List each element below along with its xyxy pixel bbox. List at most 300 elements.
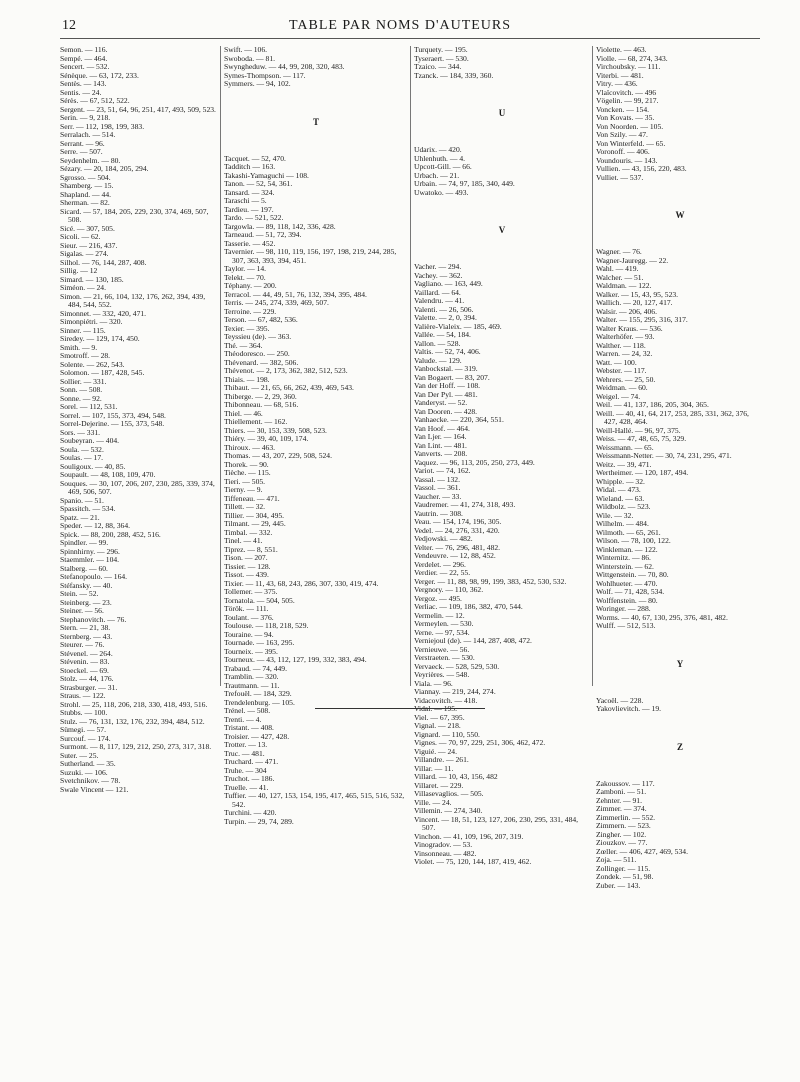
- index-entry: Thévenard. — 382, 506.: [224, 357, 299, 367]
- index-entry: Viala. — 96.: [414, 678, 453, 688]
- index-entry: Viannay. — 219, 244, 274.: [414, 687, 496, 696]
- entry-list: [414, 146, 590, 197]
- index-entry: Strohl. — 25, 118, 206, 218, 330, 418, 493, 516.: [60, 699, 208, 709]
- index-entry: Wertheimer. — 120, 187, 494.: [596, 468, 689, 477]
- index-entry: Surmont. — 8, 117, 129, 212, 250, 273, 317, 318.: [60, 742, 212, 751]
- index-entry: Van Bogaert. — 83, 207.: [414, 372, 490, 382]
- index-entry: Siredey. — 129, 174, 450.: [60, 334, 140, 343]
- index-entry: Serin. — 9, 218.: [60, 113, 111, 122]
- index-entry: Smotroff. — 28.: [60, 351, 111, 360]
- index-entry: Serr. — 112, 198, 199, 383.: [60, 121, 145, 131]
- index-entry: Simard. — 130, 185.: [60, 274, 124, 284]
- index-entry: Udarix. — 420.: [414, 145, 462, 154]
- page-title: TABLE PAR NOMS D'AUTEURS: [288, 18, 512, 33]
- index-entry: Tillier. — 304, 495.: [224, 510, 285, 520]
- index-entry: Zehnter. — 91.: [596, 795, 642, 805]
- index-entry: Villard. — 10, 43, 156, 482: [414, 772, 498, 781]
- index-entry: Vervaeck. — 528, 529, 530.: [414, 661, 500, 671]
- index-entry: Vincent. — 18, 51, 123, 127, 206, 230, 295, 331, 484, 507.: [414, 814, 579, 832]
- index-entry: Weitz. — 39, 471.: [596, 459, 652, 469]
- index-entry: Waldman. — 122.: [596, 281, 652, 290]
- index-entry: Tiprez. — 8, 551.: [224, 544, 278, 554]
- index-entry: Vermelin. — 12.: [414, 610, 465, 620]
- index-entry: Terson. — 67, 482, 536.: [224, 315, 298, 324]
- index-entry: Whipple. — 32.: [596, 476, 645, 486]
- index-entry: Zœller. — 406, 427, 469, 534.: [596, 846, 688, 856]
- index-entry: Valette. — 2, 0, 394.: [414, 313, 477, 322]
- index-entry: Viterbi. — 481.: [596, 70, 644, 80]
- index-entry: Taraschi — 5.: [224, 196, 267, 205]
- index-entry: Sternberg. — 43.: [60, 631, 113, 641]
- index-entry: Verne. — 97, 534.: [414, 627, 470, 637]
- index-entry: Vignard. — 110, 550.: [414, 729, 480, 739]
- index-entry: Vergoz. — 495.: [414, 593, 462, 603]
- index-entry: Souques. — 30, 107, 206, 207, 230, 285, 339, 374, 469, 506, 507.: [60, 478, 215, 496]
- entry-list: [596, 46, 764, 182]
- entry-list: [224, 46, 408, 89]
- index-entry: Simon. — 21, 66, 104, 132, 176, 262, 394, 439, 484, 544, 552.: [60, 291, 206, 309]
- index-entry: Swift. — 106.: [224, 45, 268, 54]
- column-3: [414, 46, 590, 1046]
- index-entry: Violle. — 68, 274, 343.: [596, 53, 668, 63]
- index-entry: Weissmann. — 65.: [596, 442, 654, 452]
- index-entry: Tourneux. — 43, 112, 127, 199, 332, 383, 494.: [224, 655, 367, 664]
- index-entry: Turquety. — 195.: [414, 45, 468, 54]
- index-entry: Vautrin. — 308.: [414, 508, 463, 518]
- section-letter-t: T: [312, 116, 319, 127]
- index-entry: Vidal. — 195.: [414, 704, 457, 713]
- index-entry: Tramblin. — 320.: [224, 672, 279, 681]
- index-entry: Vitry. — 436.: [596, 79, 638, 88]
- index-entry: Swyngheduw. — 44, 99, 208, 320, 483.: [224, 62, 345, 71]
- index-entry: Wilson. — 78, 100, 122.: [596, 536, 671, 545]
- index-entry: Steiner. — 56.: [60, 606, 104, 615]
- index-entry: Tasserie. — 452.: [224, 238, 276, 248]
- index-entry: Tansard. — 324.: [224, 187, 275, 197]
- index-entry: Weil. — 41, 137, 186, 205, 304, 365.: [596, 400, 709, 409]
- index-entry: Targowla. — 89, 118, 142, 336, 428.: [224, 221, 336, 231]
- index-entry: Von Kovats. — 35.: [596, 113, 655, 122]
- index-entry: Sherman. — 82.: [60, 198, 110, 207]
- index-entry: Thibaut. — 21, 65, 66, 262, 439, 469, 543.: [224, 383, 354, 392]
- index-entry: Tanon. — 52, 54, 361.: [224, 179, 293, 188]
- index-entry: Uwatoko. — 493.: [414, 187, 469, 197]
- index-entry: Takashi-Yamaguchi — 108.: [224, 170, 309, 180]
- index-entry: Zimmern. — 523.: [596, 821, 651, 830]
- index-entry: Toulant. — 376.: [224, 612, 274, 622]
- index-entry: Spassitch. — 534.: [60, 504, 116, 513]
- index-entry: Verdier. — 22, 55.: [414, 568, 471, 577]
- index-entry: Taylor. — 14.: [224, 264, 267, 273]
- index-entry: Swale Vincent — 121.: [60, 784, 129, 794]
- entry-list: [60, 46, 218, 794]
- index-entry: Spinnhirny. — 296.: [60, 546, 120, 556]
- index-entry: Verliac. — 109, 186, 382, 470, 544.: [414, 602, 523, 611]
- index-entry: Sicard. — 57, 184, 205, 229, 230, 374, 469, 507, 508.: [60, 206, 209, 224]
- index-entry: Weiss. — 47, 48, 65, 75, 329.: [596, 434, 687, 443]
- index-entry: Soupault. — 48, 108, 109, 470.: [60, 470, 156, 479]
- index-entry: Vinsonneau. — 482.: [414, 848, 477, 858]
- index-entry: Tillett. — 32.: [224, 502, 266, 511]
- index-entry: Sergent. — 23, 51, 64, 96, 251, 417, 493, 509, 523.: [60, 104, 216, 114]
- index-entry: Zimmer. — 374.: [596, 804, 647, 813]
- index-entry: Van Hoof. — 464.: [414, 423, 470, 433]
- index-entry: Wulff. — 512, 513.: [596, 621, 656, 630]
- index-entry: Théodoresco. — 250.: [224, 349, 290, 358]
- index-entry: Sinner. — 115.: [60, 325, 106, 335]
- index-entry: Serre. — 507.: [60, 147, 103, 156]
- index-entry: Verniejoul (de). — 144, 287, 408, 472.: [414, 636, 532, 645]
- index-entry: Sérès. — 67, 512, 522.: [60, 96, 130, 105]
- index-entry: Tiffeneau. — 471.: [224, 493, 280, 503]
- index-entry: Vernieuwe. — 56.: [414, 644, 470, 654]
- index-entry: Vallée. — 54, 184.: [414, 330, 471, 339]
- index-entry: Terris. — 245, 274, 339, 469, 507.: [224, 298, 329, 307]
- entry-list: [224, 155, 408, 827]
- index-entry: Shamberg. — 15.: [60, 181, 114, 190]
- index-entry: Tierny. — 9.: [224, 485, 263, 494]
- index-entry: Tinel. — 41.: [224, 536, 263, 545]
- index-entry: Thiers. — 30, 153, 339, 508, 523.: [224, 425, 327, 435]
- index-entry: Valude. — 129.: [414, 355, 462, 365]
- index-entry: Serrant. — 96.: [60, 138, 105, 148]
- index-entry: Vaudremer. — 41, 274, 318, 493.: [414, 500, 516, 509]
- index-entry: Truc. — 481.: [224, 748, 265, 758]
- index-entry: Truchot. — 186.: [224, 774, 275, 783]
- index-entry: Stolz. — 44, 176.: [60, 674, 114, 683]
- index-entry: Touraine. — 94.: [224, 629, 274, 639]
- index-entry: Winternitz. — 86.: [596, 553, 651, 562]
- index-entry: Tavernier. — 98, 110, 119, 156, 197, 198, 219, 244, 285, 307, 363, 393, 394, 451.: [224, 247, 397, 265]
- index-entry: Török. — 111.: [224, 604, 269, 613]
- index-entry: Simonpiétri. — 320.: [60, 317, 123, 326]
- index-entry: Villandre. — 261.: [414, 755, 469, 764]
- index-entry: Wilhelm. — 484.: [596, 519, 649, 528]
- index-entry: Wahl. — 419.: [596, 264, 639, 273]
- index-entry: Vinchon. — 41, 109, 196, 207, 319.: [414, 831, 524, 841]
- index-entry: Zakoussov. — 117.: [596, 778, 655, 788]
- index-entry: Thiéry. — 39, 40, 109, 174.: [224, 434, 309, 443]
- index-entry: Stephanovitch. — 76.: [60, 614, 127, 624]
- index-entry: Von Winterfeld. — 65.: [596, 138, 666, 148]
- index-entry: Thé. — 364.: [224, 340, 263, 350]
- index-entry: Vedjowski. — 482.: [414, 534, 473, 543]
- index-entry: Vögelin. — 99, 217.: [596, 96, 659, 105]
- index-entry: Vinogradov. — 53.: [414, 840, 473, 849]
- index-entry: Truelle. — 41.: [224, 782, 269, 792]
- index-entry: Valenti. — 26, 506.: [414, 304, 474, 314]
- index-entry: Voncken. — 154.: [596, 104, 650, 114]
- index-entry: Villar. — 11.: [414, 763, 454, 773]
- index-entry: Turchini. — 420.: [224, 808, 277, 817]
- index-entry: Vedel. — 24, 276, 331, 420.: [414, 525, 500, 535]
- index-entry: Soula. — 532.: [60, 444, 104, 454]
- index-entry: Thévenot. — 2, 173, 362, 382, 512, 523.: [224, 366, 348, 375]
- index-entry: Walter. — 155, 295, 316, 317.: [596, 315, 688, 324]
- index-entry: Sorrel-Dejerine. — 155, 373, 548.: [60, 419, 165, 428]
- index-entry: Zimmerlin. — 552.: [596, 812, 656, 822]
- index-entry: Trendelenburg. — 105.: [224, 697, 295, 707]
- index-entry: Stubbs. — 100.: [60, 708, 108, 717]
- index-entry: Zoja. — 511.: [596, 855, 637, 864]
- index-entry: Wilmoth. — 65, 261.: [596, 527, 661, 537]
- index-entry: Vachey. — 362.: [414, 270, 463, 280]
- index-entry: Tison. — 207.: [224, 553, 268, 562]
- index-entry: Sorel. — 112, 531.: [60, 402, 118, 411]
- entry-list: [596, 780, 764, 891]
- index-entry: Siméon. — 24.: [60, 283, 106, 292]
- index-entry: Van Der Pyl. — 481.: [414, 389, 478, 399]
- index-entry: Tardieu. — 197.: [224, 204, 274, 214]
- index-entry: Surcouf. — 174.: [60, 733, 111, 743]
- index-entry: Sigalas. — 274.: [60, 249, 109, 258]
- column-4: [596, 46, 764, 1046]
- index-entry: Worms. — 40, 67, 130, 295, 376, 481, 482.: [596, 612, 728, 622]
- index-entry: Weidman. — 60.: [596, 383, 648, 392]
- index-entry: Stévenin. — 83.: [60, 657, 110, 666]
- index-entry: Vanverts. — 208.: [414, 449, 468, 458]
- index-entry: Upcott-Gill. — 66.: [414, 162, 472, 171]
- index-entry: Stalberg. — 60.: [60, 563, 108, 573]
- index-entry: Speder. — 12, 88, 364.: [60, 521, 131, 530]
- index-entry: Van Dooren. — 428.: [414, 406, 478, 416]
- index-entry: Walther. — 118.: [596, 340, 646, 350]
- index-entry: Vanbockstal. — 319.: [414, 364, 478, 373]
- index-entry: Walcher. — 51.: [596, 272, 644, 282]
- index-entry: Serralach. — 514.: [60, 130, 116, 139]
- index-entry: Vagliano. — 163, 449.: [414, 279, 483, 288]
- index-entry: Wagner-Jauregg. — 22.: [596, 255, 669, 265]
- index-entry: Watt. — 100.: [596, 357, 637, 367]
- index-entry: Verstraeten. — 530.: [414, 653, 475, 662]
- index-entry: Yakovlievitch. — 19.: [596, 704, 662, 713]
- index-entry: Vassal. — 132.: [414, 474, 460, 484]
- index-entry: Walter Kraus. — 536.: [596, 323, 663, 333]
- index-entry: Yacoël. — 228.: [596, 695, 644, 705]
- index-entry: Tadditch — 163.: [224, 162, 276, 171]
- column-divider: [410, 46, 411, 686]
- section-letter-v: V: [498, 225, 506, 235]
- index-entry: Woringer. — 288.: [596, 604, 651, 613]
- index-entry: Stulz. — 76, 131, 132, 176, 232, 394, 484, 512.: [60, 716, 205, 726]
- index-entry: Truhe. — 304: [224, 765, 267, 775]
- index-entry: Winterstein. — 62.: [596, 561, 654, 571]
- index-entry: Weill-Hallé. — 96, 97, 375.: [596, 425, 681, 435]
- index-entry: Thiel. — 46.: [224, 408, 263, 418]
- index-entry: Sorrel. — 107, 155, 373, 494, 548.: [60, 410, 166, 420]
- index-entry: Troisier. — 427, 428.: [224, 731, 290, 741]
- index-entry: Zollinger. — 115.: [596, 863, 651, 873]
- index-entry: Wile. — 32.: [596, 510, 634, 520]
- page-number: 12: [62, 18, 76, 33]
- index-entry: Wolf. — 71, 428, 534.: [596, 587, 665, 596]
- index-entry: Sicé. — 307, 505.: [60, 223, 115, 233]
- index-entry: Voundouris. — 143.: [596, 155, 658, 165]
- entry-list: [414, 263, 590, 867]
- index-entry: Semon. — 116.: [60, 45, 108, 54]
- index-entry: Vendeuvre. — 12, 88, 452.: [414, 551, 496, 560]
- index-entry: Walsir. — 206, 406.: [596, 306, 657, 316]
- index-entry: Van Ljer. — 164.: [414, 432, 467, 441]
- index-entry: Violet. — 75, 120, 144, 187, 419, 462.: [414, 857, 532, 866]
- index-entry: Teyssieu (de). — 363.: [224, 332, 292, 341]
- index-entry: Spindler. — 99.: [60, 538, 109, 547]
- index-entry: Vaucher. — 33.: [414, 491, 462, 501]
- index-entry: Thiellement. — 162.: [224, 417, 288, 426]
- index-entry: Wagner. — 76.: [596, 247, 642, 256]
- index-entry: Thibonneau. — 68, 516.: [224, 400, 299, 409]
- index-entry: Van der Hoff. — 108.: [414, 381, 481, 390]
- index-entry: Valtis. — 52, 74, 406.: [414, 347, 481, 356]
- index-entry: Tzanck. — 184, 339, 360.: [414, 70, 494, 80]
- index-entry: Silhol. — 76, 144, 287, 408.: [60, 257, 147, 267]
- index-entry: Viguié. — 24.: [414, 746, 457, 756]
- index-entry: Virchoubsky. — 111.: [596, 62, 661, 71]
- index-entry: Strasburger. — 31.: [60, 682, 118, 692]
- index-entry: Zondek. — 51, 98.: [596, 872, 654, 881]
- index-entry: Von Noorden. — 105.: [596, 121, 664, 131]
- index-entry: Wohlhueter. — 470.: [596, 578, 658, 588]
- index-entry: Vermeylen. — 530.: [414, 619, 474, 628]
- index-entry: Stévenel. — 264.: [60, 648, 113, 658]
- index-entry: Vassol. — 361.: [414, 483, 461, 492]
- index-entry: Uhlenhuth. — 4.: [414, 153, 466, 163]
- index-entry: Zamboni. — 51.: [596, 787, 647, 796]
- index-entry: Thomas. — 43, 207, 229, 508, 524.: [224, 451, 332, 460]
- section-letter-z: Z: [676, 741, 683, 752]
- section-letter-u: U: [498, 108, 506, 118]
- column-divider: [592, 46, 593, 686]
- index-entry: Von Szily. — 47.: [596, 130, 648, 139]
- index-entry: Tyseraert. — 530.: [414, 53, 469, 63]
- index-entry: Tuffier. — 40, 127, 153, 154, 195, 417, 465, 515, 516, 532, 542.: [224, 791, 405, 809]
- index-entry: Terroine. — 229.: [224, 306, 277, 316]
- section-letter-y: Y: [676, 658, 684, 669]
- index-entry: Wildbolz. — 523.: [596, 502, 651, 511]
- index-entry: Van Lint. — 481.: [414, 440, 467, 450]
- index-entry: Trotter. — 13.: [224, 740, 268, 749]
- index-entry: Thiberge. — 2, 29, 360.: [224, 391, 297, 401]
- index-entry: Steurer. — 76.: [60, 640, 105, 649]
- index-entry: Solomon. — 187, 428, 545.: [60, 368, 145, 377]
- index-entry: Stern. — 21, 38.: [60, 623, 111, 632]
- index-entry: Walterhöfer. — 93.: [596, 332, 655, 341]
- index-entry: Trautmann. — 11.: [224, 680, 280, 690]
- index-entry: Weigel. — 74.: [596, 391, 641, 401]
- index-entry: Stéfansky. — 40.: [60, 580, 113, 590]
- index-entry: Stoeckel. — 69.: [60, 665, 109, 675]
- index-entry: Symmers. — 94, 102.: [224, 79, 291, 88]
- index-entry: Villaret. — 229.: [414, 780, 464, 790]
- index-entry: Seydenhelm. — 80.: [60, 155, 121, 165]
- index-entry: Vlaïcovitch. — 496: [596, 87, 657, 97]
- index-entry: Smith. — 9.: [60, 342, 98, 352]
- index-entry: Terracol. — 44, 49, 51, 76, 132, 394, 395, 484.: [224, 289, 367, 299]
- index-entry: Vignes. — 70, 97, 229, 251, 306, 462, 472.: [414, 738, 546, 747]
- index-entry: Variot. — 74, 162.: [414, 466, 471, 475]
- index-entry: Tilmant. — 29, 445.: [224, 519, 286, 528]
- index-entry: Stefanopoulo. — 164.: [60, 572, 128, 581]
- index-entry: Tacquet. — 52, 470.: [224, 153, 286, 163]
- index-entry: Vergnory. — 110, 362.: [414, 585, 484, 594]
- index-entry: Sézary. — 20, 184, 205, 294.: [60, 164, 149, 173]
- index-entry: Wittgenstein. — 70, 80.: [596, 570, 669, 579]
- index-entry: Sencert. — 532.: [60, 62, 110, 71]
- index-entry: Verdelet. — 296.: [414, 559, 466, 569]
- index-entry: Sentès. — 143.: [60, 79, 107, 88]
- index-entry: Spick. — 88, 200, 288, 452, 516.: [60, 529, 161, 539]
- column-1: [60, 46, 218, 1046]
- index-entry: Urbain. — 74, 97, 185, 340, 449.: [414, 179, 515, 188]
- index-entry: Straus. — 122.: [60, 691, 106, 700]
- index-entry: Tissot. — 439.: [224, 570, 269, 579]
- index-entry: Veau. — 154, 174, 196, 305.: [414, 517, 502, 526]
- index-entry: Staemmler. — 104.: [60, 555, 120, 564]
- index-entry: Simonnet. — 332, 420, 471.: [60, 308, 147, 318]
- index-entry: Zuber. — 143.: [596, 880, 641, 890]
- index-entry: Tièche. — 115.: [224, 468, 271, 477]
- index-entry: Zingher. — 102.: [596, 829, 647, 839]
- index-entry: Téphany. — 200.: [224, 281, 277, 290]
- index-entry: Ziouzkov. — 77.: [596, 838, 648, 847]
- index-entry: Tieri. — 505.: [224, 476, 266, 486]
- index-entry: Tourneix. — 395.: [224, 646, 278, 656]
- index-entry: Trefouël. — 184, 329.: [224, 689, 292, 698]
- index-entry: Weissmann-Netter. — 30, 74, 231, 295, 471.: [596, 451, 732, 460]
- index-entry: Sonne. — 92.: [60, 393, 102, 403]
- index-entry: Sicoli. — 62.: [60, 232, 101, 241]
- index-entry: Weill. — 40, 41, 64, 217, 253, 285, 331, 362, 376, 427, 428, 464.: [596, 408, 749, 426]
- index-entry: Wallich. — 20, 127, 417.: [596, 298, 673, 307]
- index-entry: Sutherland. — 35.: [60, 759, 116, 768]
- index-entry: Telekt. — 70.: [224, 272, 266, 282]
- index-entry: Spanio. — 51.: [60, 495, 104, 505]
- index-entry: Voronoff. — 406.: [596, 147, 650, 156]
- index-entry: Tardo. — 521, 522.: [224, 213, 284, 222]
- column-divider: [220, 46, 221, 686]
- index-entry: Soubeyran. — 404.: [60, 436, 120, 445]
- index-entry: Tixier. — 11, 43, 68, 243, 286, 307, 330, 419, 474.: [224, 578, 379, 588]
- index-entry: Wehrers. — 25, 50.: [596, 374, 656, 384]
- index-entry: Soulas. — 17.: [60, 453, 104, 462]
- index-entry: Villasevaglios. — 505.: [414, 789, 484, 798]
- index-entry: Sénèque. — 63, 172, 233.: [60, 70, 139, 80]
- index-entry: Vaillard. — 64.: [414, 287, 461, 297]
- index-entry: Sors. — 331.: [60, 427, 101, 437]
- index-entry: Tzaico. — 344.: [414, 62, 462, 71]
- index-entry: Sillig. — 12: [60, 266, 98, 275]
- index-entry: Thiroux. — 463.: [224, 442, 276, 452]
- index-entry: Steinberg. — 23.: [60, 597, 112, 607]
- index-entry: Truchard. — 471.: [224, 757, 279, 766]
- index-entry: Vacher. — 294.: [414, 262, 462, 271]
- index-entry: Valière-Vialeix. — 185, 469.: [414, 321, 502, 331]
- index-entry: Violette. — 463.: [596, 45, 647, 54]
- index-entry: Urbach. — 21.: [414, 170, 460, 180]
- index-entry: Tristant. — 408.: [224, 723, 274, 732]
- index-entry: Winkleman. — 122.: [596, 544, 658, 554]
- index-entry: Webster. — 117.: [596, 366, 647, 375]
- entry-list: [596, 697, 764, 714]
- index-entry: Stein. — 52.: [60, 589, 99, 598]
- index-entry: Wolffenstein. — 80.: [596, 595, 658, 605]
- entry-list: [414, 46, 590, 80]
- column-2: [224, 46, 408, 1046]
- index-entry: Sempé. — 464.: [60, 53, 108, 63]
- index-entry: Sgrosso. — 504.: [60, 172, 111, 182]
- index-entry: Walker. — 15, 43, 95, 523.: [596, 289, 679, 299]
- index-entry: Vullien. — 43, 156, 220, 483.: [596, 164, 687, 173]
